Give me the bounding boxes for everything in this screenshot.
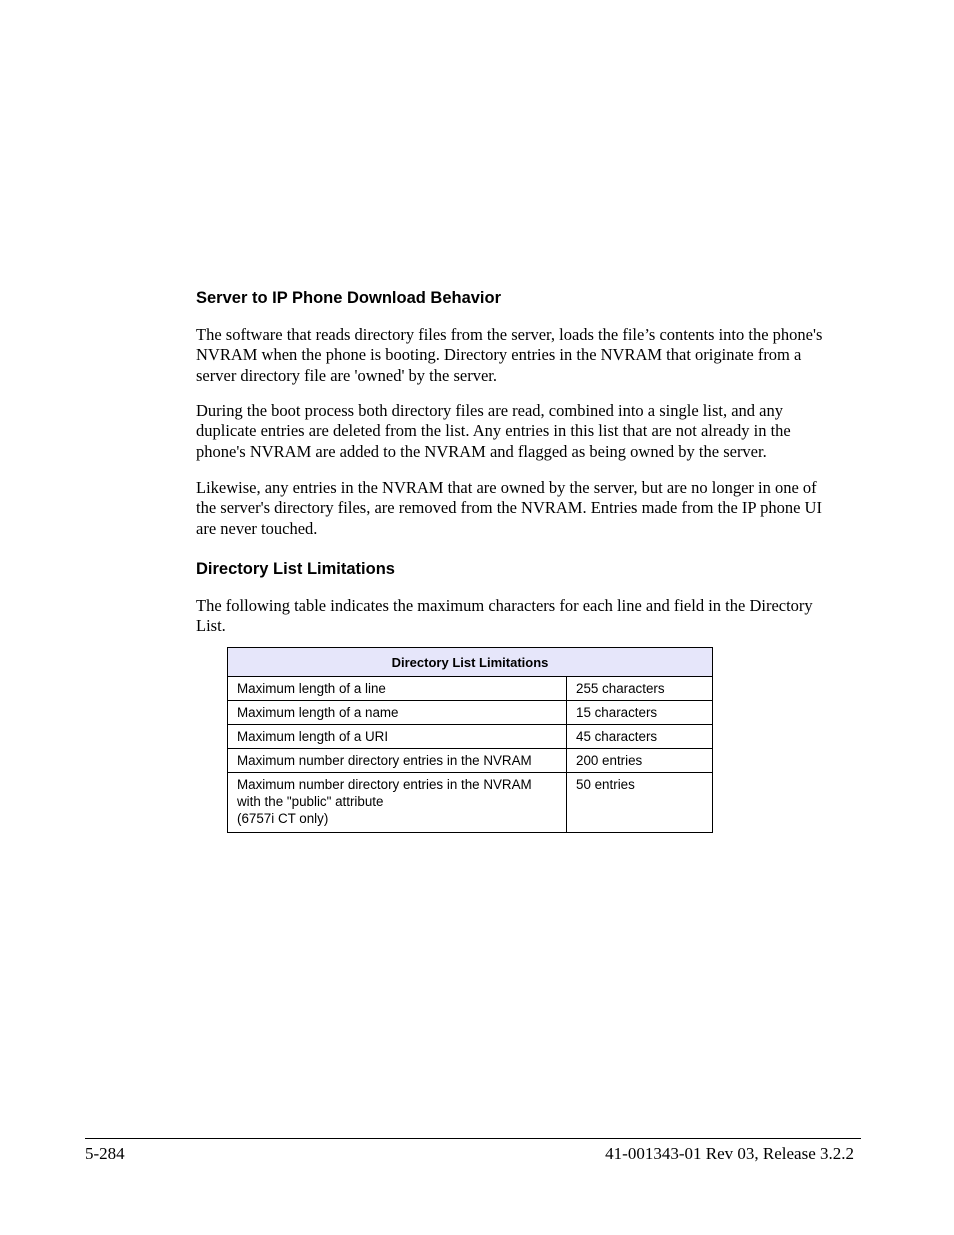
limit-value: 50 entries [567,773,713,833]
limit-label: Maximum length of a line [228,677,567,701]
limit-value: 15 characters [567,701,713,725]
table-header-row [228,648,713,677]
table-row [228,701,713,725]
text-line: List. [196,616,226,636]
table-row [228,773,713,833]
document-reference: 41-001343-01 Rev 03, Release 3.2.2 [605,1144,854,1163]
text-line: are never touched. [196,518,318,538]
limit-value: 255 characters [567,677,713,701]
text-line: The following table indicates the maximum characters for each line and field in the Directory [196,596,813,615]
limit-label: Maximum length of a URI [228,725,567,749]
paragraph-1 [196,325,856,386]
text-line: Likewise, any entries in the NVRAM that are owned by the server, but are no longer in one of [196,478,817,497]
text-line: server directory file are 'owned' by the server. [196,365,497,385]
section-heading-download-behavior: Server to IP Phone Download Behavior [196,289,502,307]
page-number: 5-284 [85,1144,125,1163]
paragraph-2 [196,401,856,462]
text-line: During the boot process both directory files are read, combined into a single list, and any [196,401,783,420]
table-intro-paragraph [196,596,856,637]
text-line: The software that reads directory files from the server, loads the file’s contents into the phone's [196,325,823,344]
table-row [228,749,713,773]
paragraph-3 [196,478,856,539]
section-heading-directory-limitations: Directory List Limitations [196,560,395,578]
limit-label: Maximum number directory entries in the NVRAM [228,749,567,773]
text-line: NVRAM when the phone is booting. Directory entries in the NVRAM that originate from a [196,345,802,365]
footer-divider [85,1138,861,1139]
text-line: the server's directory files, are removed from the NVRAM. Entries made from the IP phone UI [196,498,822,518]
limit-value: 200 entries [567,749,713,773]
table-row [228,725,713,749]
table-title: Directory List Limitations [228,648,713,677]
table-row [228,677,713,701]
text-line: duplicate entries are deleted from the list. Any entries in this list that are not already in the [196,421,791,441]
directory-limitations-table [227,647,713,833]
text-line: phone's NVRAM are added to the NVRAM and flagged as being owned by the server. [196,441,767,461]
limit-value: 45 characters [567,725,713,749]
limit-label: Maximum length of a name [228,701,567,725]
limit-label: Maximum number directory entries in the NVRAM with the "public" attribute (6757i CT only) [228,773,567,833]
